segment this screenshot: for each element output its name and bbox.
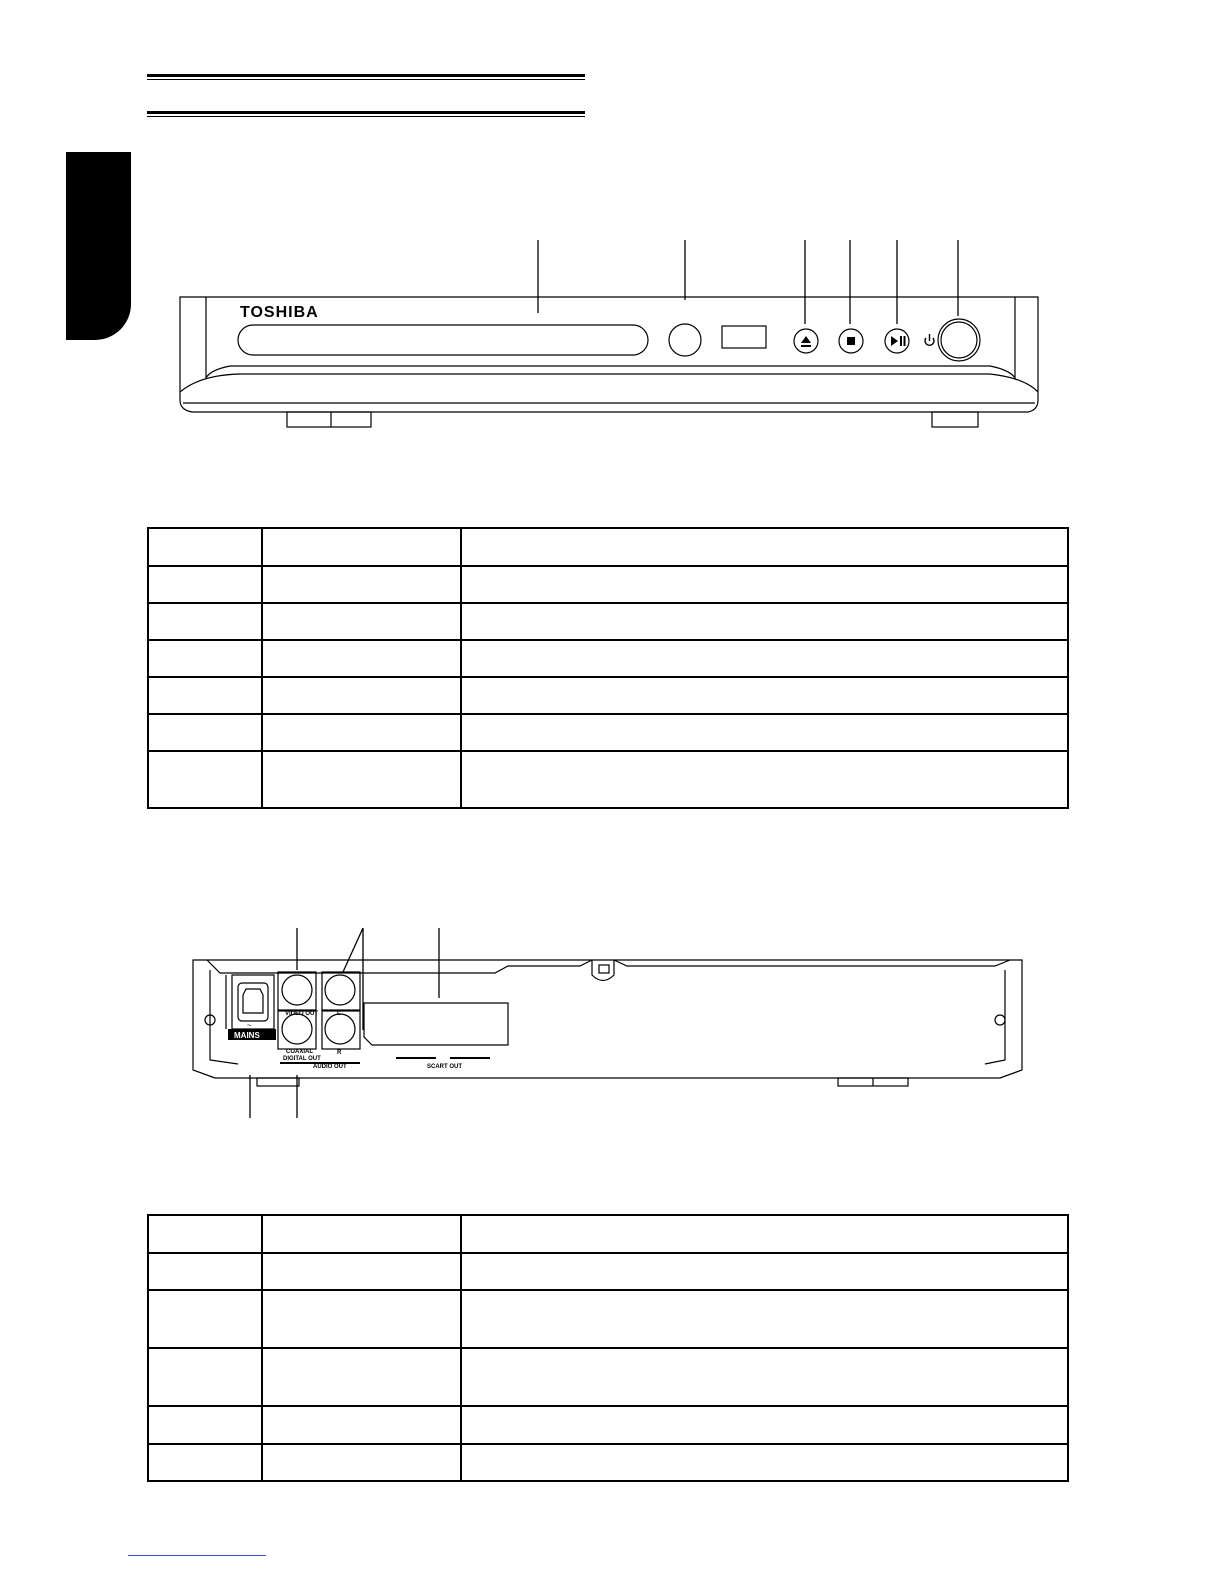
label-mains-symbol: ~ — [247, 1021, 252, 1030]
label-audio-out: AUDIO OUT — [313, 1064, 347, 1070]
screw-right — [995, 1015, 1005, 1025]
label-coaxial: COAXIAL — [286, 1049, 313, 1055]
rear-left-foot — [257, 1078, 299, 1086]
label-scart-out: SCART OUT — [427, 1064, 462, 1070]
table-cell — [262, 1348, 461, 1406]
table-cell — [148, 1253, 262, 1290]
table-cell — [461, 1348, 1068, 1406]
audio-right-jack — [325, 1014, 355, 1044]
rear-panel-table — [147, 1214, 1069, 1482]
rear-notch — [592, 960, 614, 981]
scart-out-connector — [364, 1003, 508, 1045]
audio-left-jack — [325, 975, 355, 1005]
table-cell — [461, 1253, 1068, 1290]
table-row — [148, 1215, 1068, 1253]
table-cell — [461, 1290, 1068, 1348]
table-cell — [461, 1215, 1068, 1253]
table-row — [148, 1406, 1068, 1444]
table-row — [148, 1444, 1068, 1481]
label-video-out: VIDEO OUT — [285, 1011, 319, 1017]
label-left: L — [337, 1011, 341, 1017]
table-row — [148, 1348, 1068, 1406]
table-cell — [461, 1444, 1068, 1481]
footer-link-underline[interactable] — [128, 1555, 266, 1556]
table-cell — [148, 1444, 262, 1481]
table-cell — [148, 1215, 262, 1253]
table-cell — [262, 1444, 461, 1481]
table-cell — [461, 1406, 1068, 1444]
brand-logo: TOSHIBA — [240, 304, 319, 321]
table-cell — [262, 1215, 461, 1253]
label-right: R — [337, 1050, 342, 1056]
table-cell — [148, 1290, 262, 1348]
rear-top-edge — [207, 960, 592, 973]
table-cell — [148, 1406, 262, 1444]
table-cell — [148, 1348, 262, 1406]
table-row — [148, 1290, 1068, 1348]
label-mains: MAINS — [234, 1031, 260, 1040]
video-out-jack — [282, 975, 312, 1005]
table-cell — [262, 1406, 461, 1444]
label-digital-out: DIGITAL OUT — [283, 1056, 321, 1062]
coaxial-digital-out-jack — [282, 1014, 312, 1044]
table-row — [148, 1253, 1068, 1290]
table-cell — [262, 1253, 461, 1290]
table-cell — [262, 1290, 461, 1348]
